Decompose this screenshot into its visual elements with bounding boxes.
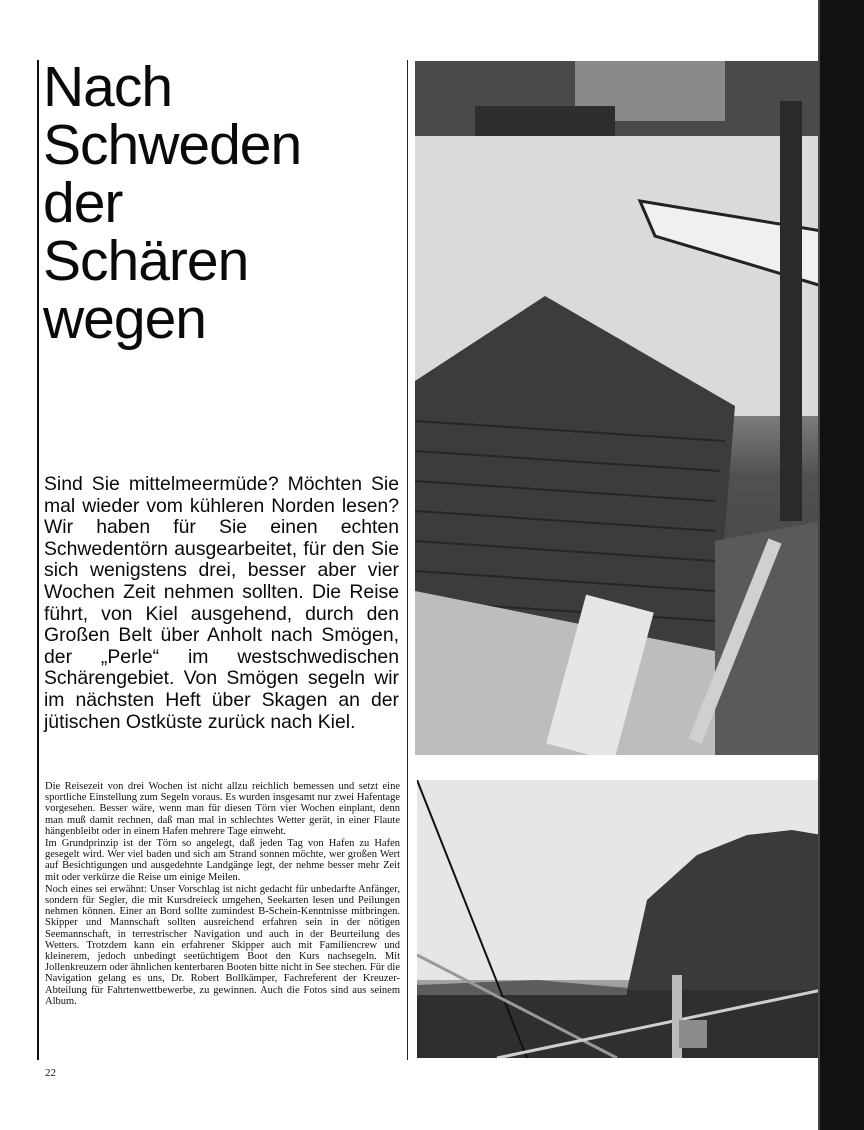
coast-photo bbox=[417, 780, 822, 1058]
headline-line-3: der bbox=[43, 171, 123, 235]
scan-edge-bar bbox=[820, 0, 864, 1130]
body-text bbox=[45, 781, 400, 1008]
headline-line-4: Schären bbox=[43, 229, 249, 293]
body-paragraph: Die Reisezeit von drei Wochen ist nicht allzu reichlich bemessen und setzt eine sportliche Einstellung zum Segeln voraus. Es wurden insgesamt nur zwei Hafentage vorgesehen. Besser wäre, wenn man für diesen Törn vier Wochen einplant, denn man muß damit rechnen, daß man mal in schlechtes Wetter gerät, in einer Flaute hängenbleibt oder in einem Hafen mehrere Tage einweht. bbox=[45, 781, 400, 837]
left-column-rule bbox=[37, 60, 39, 1060]
page-number: 22 bbox=[45, 1067, 56, 1079]
body-paragraph: Im Grundprinzip ist der Törn so angelegt, daß jeden Tag von Hafen zu Hafen gesegelt wird. Wer viel baden und sich am Strand sonnen möchte, wer großen Wert auf Besichtigungen und ausgedehnte Landgänge legt, der nehme besser mehr Zeit mit oder verkürze die Reise um einige Meilen. bbox=[45, 838, 400, 883]
headline-line-1: Nach bbox=[43, 55, 173, 119]
lead-paragraph: Sind Sie mittelmeermüde? Möchten Sie mal wieder vom kühleren Norden lesen? Wir haben für Sie einen echten Schwedentörn ausgearbeitet, für den Sie sich wenigstens drei, besser aber vier Wochen Zeit nehmen sollten. Die Reise führt, von Kiel ausgehend, durch den Großen Belt über Anholt nach Smögen, der „Perle“ im westschwedischen Schärengebiet. Von Smögen segeln wir im nächsten Heft über Skagen an der jütischen Ostküste zurück nach Kiel. bbox=[44, 473, 399, 733]
harbor-photo-graphic bbox=[415, 61, 822, 755]
harbor-photo bbox=[415, 61, 822, 755]
column-divider bbox=[407, 60, 408, 1060]
article-headline bbox=[43, 55, 403, 351]
coast-photo-graphic bbox=[417, 780, 822, 1058]
headline-line-2: Schweden bbox=[43, 113, 302, 177]
body-paragraph: Noch eines sei erwähnt: Unser Vorschlag ist nicht gedacht für unbedarfte Anfänger, sondern für Segler, die mit Kursdreieck umgehen, Seekarten lesen und Peilungen nehmen können. Einer an Bord sollte zumindest B-Schein-Kenntnisse mitbringen. Skipper und Mannschaft sollten ausreichend erfahren sein in der nötigen Seemannschaft, in terrestrischer Navigation und auch in der Beurteilung des Wetters. Trotzdem kann ein erfahrener Skipper auch mit Familiencrew und kleinerem, jedoch unbedingt seetüchtigem Boot den Kurs nachsegeln. Mit Jollenkreuzern oder ähnlichen kenterbaren Booten bitte nicht in See stechen. Für die Navigation gelang es uns, Dr. Robert Bollkämper, Fachreferent der Kreuzer-Abteilung für Fahrtenwettbewerbe, zu gewinnen. Auch die Fotos sind aus seinem Album. bbox=[45, 883, 400, 1007]
headline-line-5: wegen bbox=[43, 287, 206, 351]
